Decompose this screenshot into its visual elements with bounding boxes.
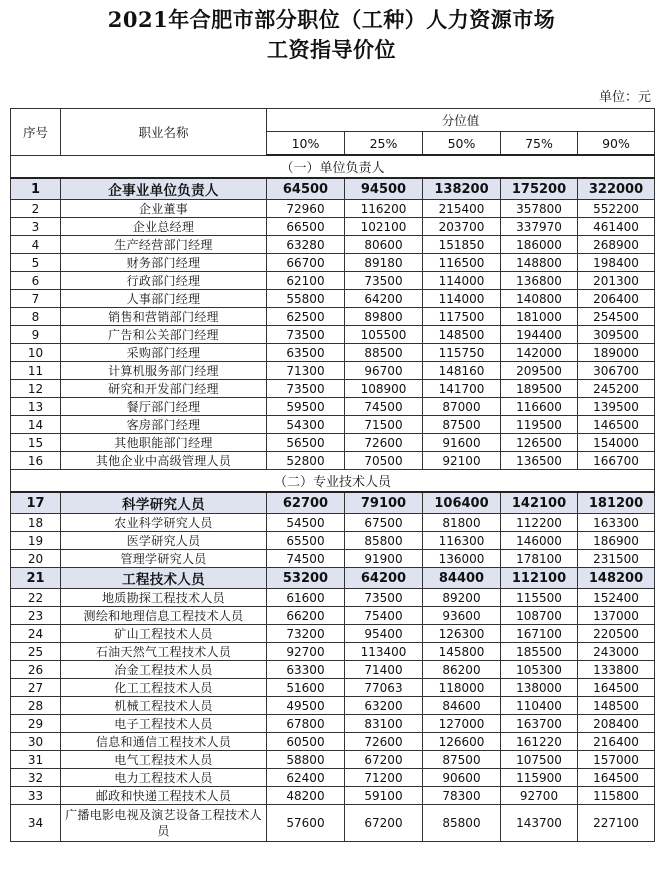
wage-p10: 66200 bbox=[267, 607, 345, 625]
row-number: 27 bbox=[11, 679, 61, 697]
table-row bbox=[11, 625, 655, 643]
wage-p25: 105500 bbox=[345, 326, 423, 344]
wage-p50: 148160 bbox=[423, 362, 501, 380]
row-number: 3 bbox=[11, 218, 61, 236]
row-number: 24 bbox=[11, 625, 61, 643]
wage-p10: 48200 bbox=[267, 787, 345, 805]
wage-p90: 181200 bbox=[578, 492, 655, 514]
wage-p90: 201300 bbox=[578, 272, 655, 290]
wage-p10: 92700 bbox=[267, 643, 345, 661]
wage-p75: 161220 bbox=[501, 733, 578, 751]
row-number: 11 bbox=[11, 362, 61, 380]
wage-p25: 71200 bbox=[345, 769, 423, 787]
table-row bbox=[11, 452, 655, 470]
wage-p50: 114000 bbox=[423, 290, 501, 308]
wage-p75: 209500 bbox=[501, 362, 578, 380]
wage-p25: 73500 bbox=[345, 589, 423, 607]
occupation-name: 农业科学研究人员 bbox=[61, 514, 267, 532]
wage-p75: 186000 bbox=[501, 236, 578, 254]
wage-p75: 148800 bbox=[501, 254, 578, 272]
row-number: 32 bbox=[11, 769, 61, 787]
wage-p90: 552200 bbox=[578, 200, 655, 218]
wage-p90: 216400 bbox=[578, 733, 655, 751]
table-row bbox=[11, 715, 655, 733]
wage-p90: 208400 bbox=[578, 715, 655, 733]
wage-p90: 137000 bbox=[578, 607, 655, 625]
unit-label: 单位：元 bbox=[598, 90, 651, 105]
wage-p50: 126600 bbox=[423, 733, 501, 751]
row-number: 9 bbox=[11, 326, 61, 344]
wage-p75: 136800 bbox=[501, 272, 578, 290]
occupation-name: 企业总经理 bbox=[61, 218, 267, 236]
wage-p50: 90600 bbox=[423, 769, 501, 787]
header-p25: 25% bbox=[345, 132, 423, 156]
wage-p10: 55800 bbox=[267, 290, 345, 308]
wage-p25: 116200 bbox=[345, 200, 423, 218]
row-number: 18 bbox=[11, 514, 61, 532]
wage-p10: 62500 bbox=[267, 308, 345, 326]
table-row bbox=[11, 679, 655, 697]
table-row bbox=[11, 290, 655, 308]
wage-p25: 95400 bbox=[345, 625, 423, 643]
occupation-name: 人事部门经理 bbox=[61, 290, 267, 308]
wage-p50: 84600 bbox=[423, 697, 501, 715]
table-row bbox=[11, 236, 655, 254]
wage-p25: 72600 bbox=[345, 733, 423, 751]
section-header-row bbox=[11, 470, 655, 493]
wage-p50: 84400 bbox=[423, 568, 501, 589]
table-row bbox=[11, 733, 655, 751]
wage-p75: 126500 bbox=[501, 434, 578, 452]
occupation-name: 医学研究人员 bbox=[61, 532, 267, 550]
wage-p10: 62400 bbox=[267, 769, 345, 787]
section-title: （二）专业技术人员 bbox=[11, 470, 655, 493]
wage-p75: 189500 bbox=[501, 380, 578, 398]
wage-p50: 93600 bbox=[423, 607, 501, 625]
row-number: 14 bbox=[11, 416, 61, 434]
wage-p90: 231500 bbox=[578, 550, 655, 568]
wage-p90: 461400 bbox=[578, 218, 655, 236]
wage-p25: 67500 bbox=[345, 514, 423, 532]
wage-p75: 142100 bbox=[501, 492, 578, 514]
table-row bbox=[11, 218, 655, 236]
occupation-name: 计算机服务部门经理 bbox=[61, 362, 267, 380]
category-row bbox=[11, 492, 655, 514]
table-row bbox=[11, 308, 655, 326]
occupation-name: 广告和公关部门经理 bbox=[61, 326, 267, 344]
wage-p90: 164500 bbox=[578, 769, 655, 787]
wage-p90: 164500 bbox=[578, 679, 655, 697]
wage-p50: 215400 bbox=[423, 200, 501, 218]
section-title: （一）单位负责人 bbox=[11, 155, 655, 178]
wage-p50: 203700 bbox=[423, 218, 501, 236]
wage-p75: 112200 bbox=[501, 514, 578, 532]
row-number: 16 bbox=[11, 452, 61, 470]
header-seq: 序号 bbox=[11, 109, 61, 156]
wage-p75: 337970 bbox=[501, 218, 578, 236]
occupation-name: 邮政和快递工程技术人员 bbox=[61, 787, 267, 805]
wage-p75: 140800 bbox=[501, 290, 578, 308]
wage-p25: 64200 bbox=[345, 290, 423, 308]
occupation-name: 管理学研究人员 bbox=[61, 550, 267, 568]
wage-p75: 136500 bbox=[501, 452, 578, 470]
header-p10: 10% bbox=[267, 132, 345, 156]
table-row bbox=[11, 416, 655, 434]
wage-p50: 89200 bbox=[423, 589, 501, 607]
wage-p90: 186900 bbox=[578, 532, 655, 550]
row-number: 29 bbox=[11, 715, 61, 733]
table-row bbox=[11, 769, 655, 787]
row-number: 33 bbox=[11, 787, 61, 805]
wage-p10: 54500 bbox=[267, 514, 345, 532]
wage-p10: 65500 bbox=[267, 532, 345, 550]
wage-p25: 79100 bbox=[345, 492, 423, 514]
table-row bbox=[11, 434, 655, 452]
row-number: 23 bbox=[11, 607, 61, 625]
wage-p10: 56500 bbox=[267, 434, 345, 452]
wage-p50: 114000 bbox=[423, 272, 501, 290]
occupation-name: 化工工程技术人员 bbox=[61, 679, 267, 697]
wage-p90: 157000 bbox=[578, 751, 655, 769]
occupation-name: 企业董事 bbox=[61, 200, 267, 218]
wage-p75: 105300 bbox=[501, 661, 578, 679]
wage-p90: 243000 bbox=[578, 643, 655, 661]
row-number: 8 bbox=[11, 308, 61, 326]
wage-p10: 64500 bbox=[267, 178, 345, 200]
wage-p75: 357800 bbox=[501, 200, 578, 218]
table-row bbox=[11, 607, 655, 625]
wage-p75: 138000 bbox=[501, 679, 578, 697]
wage-p75: 175200 bbox=[501, 178, 578, 200]
wage-p10: 63500 bbox=[267, 344, 345, 362]
wage-p50: 127000 bbox=[423, 715, 501, 733]
wage-p75: 119500 bbox=[501, 416, 578, 434]
wage-p90: 206400 bbox=[578, 290, 655, 308]
table-row bbox=[11, 200, 655, 218]
row-number: 34 bbox=[11, 805, 61, 842]
occupation-name: 电气工程技术人员 bbox=[61, 751, 267, 769]
wage-table bbox=[10, 108, 655, 842]
wage-p75: 115900 bbox=[501, 769, 578, 787]
wage-p10: 59500 bbox=[267, 398, 345, 416]
row-number: 1 bbox=[11, 178, 61, 200]
wage-table-container bbox=[10, 108, 654, 842]
occupation-name: 电子工程技术人员 bbox=[61, 715, 267, 733]
wage-p50: 81800 bbox=[423, 514, 501, 532]
wage-p75: 115500 bbox=[501, 589, 578, 607]
table-row bbox=[11, 362, 655, 380]
page-title: 2021年合肥市部分职位（工种）人力资源市场 bbox=[107, 7, 556, 32]
wage-p75: 116600 bbox=[501, 398, 578, 416]
occupation-name: 研究和开发部门经理 bbox=[61, 380, 267, 398]
table-row bbox=[11, 697, 655, 715]
wage-p75: 194400 bbox=[501, 326, 578, 344]
table-row bbox=[11, 380, 655, 398]
wage-p75: 143700 bbox=[501, 805, 578, 842]
wage-p75: 112100 bbox=[501, 568, 578, 589]
table-row bbox=[11, 787, 655, 805]
wage-p10: 66500 bbox=[267, 218, 345, 236]
occupation-name: 其他职能部门经理 bbox=[61, 434, 267, 452]
occupation-name: 电力工程技术人员 bbox=[61, 769, 267, 787]
page-subtitle: 工资指导价位 bbox=[267, 37, 396, 62]
table-row bbox=[11, 514, 655, 532]
wage-p10: 73500 bbox=[267, 326, 345, 344]
wage-p10: 74500 bbox=[267, 550, 345, 568]
row-number: 28 bbox=[11, 697, 61, 715]
wage-p50: 116500 bbox=[423, 254, 501, 272]
row-number: 25 bbox=[11, 643, 61, 661]
wage-p50: 78300 bbox=[423, 787, 501, 805]
category-row bbox=[11, 178, 655, 200]
table-row bbox=[11, 532, 655, 550]
wage-p50: 141700 bbox=[423, 380, 501, 398]
occupation-name: 企事业单位负责人 bbox=[61, 178, 267, 200]
wage-p75: 107500 bbox=[501, 751, 578, 769]
wage-p90: 268900 bbox=[578, 236, 655, 254]
wage-p75: 185500 bbox=[501, 643, 578, 661]
table-row bbox=[11, 589, 655, 607]
row-number: 31 bbox=[11, 751, 61, 769]
wage-p25: 73500 bbox=[345, 272, 423, 290]
wage-p25: 96700 bbox=[345, 362, 423, 380]
occupation-name: 矿山工程技术人员 bbox=[61, 625, 267, 643]
wage-p50: 116300 bbox=[423, 532, 501, 550]
occupation-name: 机械工程技术人员 bbox=[61, 697, 267, 715]
wage-p25: 89800 bbox=[345, 308, 423, 326]
wage-p25: 108900 bbox=[345, 380, 423, 398]
wage-p50: 118000 bbox=[423, 679, 501, 697]
wage-p75: 146000 bbox=[501, 532, 578, 550]
wage-p10: 61600 bbox=[267, 589, 345, 607]
occupation-name: 采购部门经理 bbox=[61, 344, 267, 362]
row-number: 2 bbox=[11, 200, 61, 218]
table-row bbox=[11, 326, 655, 344]
row-number: 26 bbox=[11, 661, 61, 679]
wage-p10: 60500 bbox=[267, 733, 345, 751]
header-p50: 50% bbox=[423, 132, 501, 156]
occupation-name: 广播电影电视及演艺设备工程技术人员 bbox=[61, 805, 267, 842]
occupation-name: 石油天然气工程技术人员 bbox=[61, 643, 267, 661]
header-row-1 bbox=[11, 109, 655, 132]
wage-p25: 71400 bbox=[345, 661, 423, 679]
row-number: 7 bbox=[11, 290, 61, 308]
wage-p90: 133800 bbox=[578, 661, 655, 679]
occupation-name: 客房部门经理 bbox=[61, 416, 267, 434]
wage-p90: 148200 bbox=[578, 568, 655, 589]
row-number: 6 bbox=[11, 272, 61, 290]
occupation-name: 信息和通信工程技术人员 bbox=[61, 733, 267, 751]
wage-p10: 73200 bbox=[267, 625, 345, 643]
row-number: 17 bbox=[11, 492, 61, 514]
table-row bbox=[11, 398, 655, 416]
wage-p25: 113400 bbox=[345, 643, 423, 661]
wage-p25: 77063 bbox=[345, 679, 423, 697]
wage-p50: 91600 bbox=[423, 434, 501, 452]
wage-p50: 106400 bbox=[423, 492, 501, 514]
wage-p90: 146500 bbox=[578, 416, 655, 434]
occupation-name: 餐厅部门经理 bbox=[61, 398, 267, 416]
row-number: 19 bbox=[11, 532, 61, 550]
occupation-name: 地质勘探工程技术人员 bbox=[61, 589, 267, 607]
table-row bbox=[11, 661, 655, 679]
wage-p10: 72960 bbox=[267, 200, 345, 218]
header-percentile: 分位值 bbox=[267, 109, 655, 132]
header-p90: 90% bbox=[578, 132, 655, 156]
occupation-name: 行政部门经理 bbox=[61, 272, 267, 290]
wage-p90: 115800 bbox=[578, 787, 655, 805]
wage-p75: 178100 bbox=[501, 550, 578, 568]
wage-p25: 89180 bbox=[345, 254, 423, 272]
wage-p90: 166700 bbox=[578, 452, 655, 470]
wage-p75: 108700 bbox=[501, 607, 578, 625]
wage-p75: 163700 bbox=[501, 715, 578, 733]
wage-p10: 53200 bbox=[267, 568, 345, 589]
wage-p10: 63300 bbox=[267, 661, 345, 679]
wage-p90: 148500 bbox=[578, 697, 655, 715]
wage-p50: 85800 bbox=[423, 805, 501, 842]
wage-p50: 145800 bbox=[423, 643, 501, 661]
wage-p50: 117500 bbox=[423, 308, 501, 326]
wage-p90: 227100 bbox=[578, 805, 655, 842]
wage-p25: 94500 bbox=[345, 178, 423, 200]
row-number: 15 bbox=[11, 434, 61, 452]
wage-p75: 92700 bbox=[501, 787, 578, 805]
wage-p25: 74500 bbox=[345, 398, 423, 416]
wage-p25: 72600 bbox=[345, 434, 423, 452]
occupation-name: 冶金工程技术人员 bbox=[61, 661, 267, 679]
wage-p90: 163300 bbox=[578, 514, 655, 532]
wage-p75: 167100 bbox=[501, 625, 578, 643]
wage-p25: 71500 bbox=[345, 416, 423, 434]
wage-p90: 154000 bbox=[578, 434, 655, 452]
row-number: 20 bbox=[11, 550, 61, 568]
row-number: 13 bbox=[11, 398, 61, 416]
wage-p10: 73500 bbox=[267, 380, 345, 398]
wage-p50: 136000 bbox=[423, 550, 501, 568]
wage-p10: 62700 bbox=[267, 492, 345, 514]
table-row bbox=[11, 272, 655, 290]
table-body bbox=[11, 109, 655, 842]
wage-p75: 181000 bbox=[501, 308, 578, 326]
wage-p10: 54300 bbox=[267, 416, 345, 434]
wage-p10: 62100 bbox=[267, 272, 345, 290]
occupation-name: 其他企业中高级管理人员 bbox=[61, 452, 267, 470]
wage-p50: 87500 bbox=[423, 751, 501, 769]
wage-p25: 75400 bbox=[345, 607, 423, 625]
occupation-name: 工程技术人员 bbox=[61, 568, 267, 589]
wage-p25: 102100 bbox=[345, 218, 423, 236]
wage-p50: 138200 bbox=[423, 178, 501, 200]
wage-p90: 189000 bbox=[578, 344, 655, 362]
wage-p75: 142000 bbox=[501, 344, 578, 362]
row-number: 5 bbox=[11, 254, 61, 272]
wage-p10: 57600 bbox=[267, 805, 345, 842]
wage-p90: 254500 bbox=[578, 308, 655, 326]
wage-p25: 88500 bbox=[345, 344, 423, 362]
wage-p25: 83100 bbox=[345, 715, 423, 733]
wage-p90: 139500 bbox=[578, 398, 655, 416]
header-name: 职业名称 bbox=[61, 109, 267, 156]
occupation-name: 财务部门经理 bbox=[61, 254, 267, 272]
wage-p10: 58800 bbox=[267, 751, 345, 769]
table-row bbox=[11, 805, 655, 842]
table-row bbox=[11, 643, 655, 661]
wage-p25: 85800 bbox=[345, 532, 423, 550]
occupation-name: 测绘和地理信息工程技术人员 bbox=[61, 607, 267, 625]
wage-p25: 63200 bbox=[345, 697, 423, 715]
wage-p10: 49500 bbox=[267, 697, 345, 715]
wage-p50: 87000 bbox=[423, 398, 501, 416]
wage-p50: 92100 bbox=[423, 452, 501, 470]
wage-p75: 110400 bbox=[501, 697, 578, 715]
wage-p50: 151850 bbox=[423, 236, 501, 254]
occupation-name: 销售和营销部门经理 bbox=[61, 308, 267, 326]
row-number: 10 bbox=[11, 344, 61, 362]
wage-p50: 87500 bbox=[423, 416, 501, 434]
wage-p10: 67800 bbox=[267, 715, 345, 733]
table-row bbox=[11, 550, 655, 568]
row-number: 4 bbox=[11, 236, 61, 254]
wage-p50: 148500 bbox=[423, 326, 501, 344]
wage-p90: 245200 bbox=[578, 380, 655, 398]
wage-p10: 66700 bbox=[267, 254, 345, 272]
table-row bbox=[11, 751, 655, 769]
wage-p10: 51600 bbox=[267, 679, 345, 697]
wage-p10: 52800 bbox=[267, 452, 345, 470]
header-p75: 75% bbox=[501, 132, 578, 156]
row-number: 12 bbox=[11, 380, 61, 398]
section-header-row bbox=[11, 155, 655, 178]
wage-p25: 59100 bbox=[345, 787, 423, 805]
occupation-name: 科学研究人员 bbox=[61, 492, 267, 514]
wage-p10: 71300 bbox=[267, 362, 345, 380]
wage-p50: 115750 bbox=[423, 344, 501, 362]
wage-p90: 220500 bbox=[578, 625, 655, 643]
wage-p50: 126300 bbox=[423, 625, 501, 643]
category-row bbox=[11, 568, 655, 589]
occupation-name: 生产经营部门经理 bbox=[61, 236, 267, 254]
wage-p90: 322000 bbox=[578, 178, 655, 200]
wage-p10: 63280 bbox=[267, 236, 345, 254]
wage-p90: 309500 bbox=[578, 326, 655, 344]
table-row bbox=[11, 254, 655, 272]
wage-p25: 80600 bbox=[345, 236, 423, 254]
wage-p90: 198400 bbox=[578, 254, 655, 272]
wage-p25: 67200 bbox=[345, 805, 423, 842]
table-row bbox=[11, 344, 655, 362]
wage-p90: 152400 bbox=[578, 589, 655, 607]
wage-p25: 67200 bbox=[345, 751, 423, 769]
wage-p25: 64200 bbox=[345, 568, 423, 589]
wage-p50: 86200 bbox=[423, 661, 501, 679]
wage-p25: 70500 bbox=[345, 452, 423, 470]
row-number: 22 bbox=[11, 589, 61, 607]
row-number: 21 bbox=[11, 568, 61, 589]
wage-p25: 91900 bbox=[345, 550, 423, 568]
row-number: 30 bbox=[11, 733, 61, 751]
wage-p90: 306700 bbox=[578, 362, 655, 380]
